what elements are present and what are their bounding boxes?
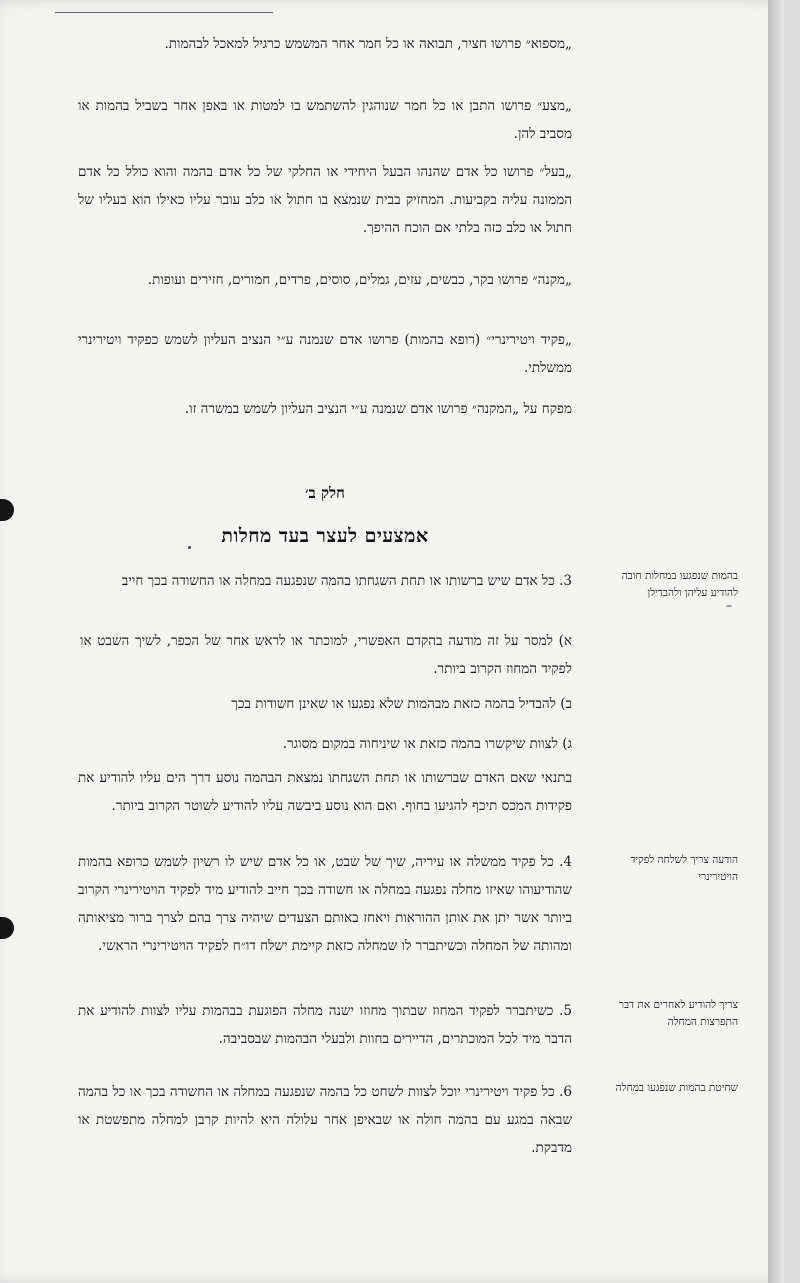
margin-note-section-4: הודעה צריך לשלחה לפקיד הויטירינרי [630, 854, 738, 883]
section-5-text: 5. כשיתברר לפקיד המחוז שבתוך מחוזו ישנה מחלה הפוגעת בבהמות עליו לצוות להודיע את הדבר מיד לכל המוכתרים, הדיירים בחוות ולבעלי הבהמות שבסביבה. [78, 1003, 572, 1047]
definition-fodder: „מספוא״ פרושו חציר, תבואה או כל חמר אחר המשמש כרגיל למאכל לבהמות. [164, 36, 572, 52]
margin-note-section-6: שחיטת בהמות שנפגעו במחלה [615, 1082, 738, 1094]
top-rule [55, 12, 273, 13]
margin-note-section-5: צריך להודיע לאחרים את דבר התפרצות המחלה [618, 999, 738, 1028]
definition-livestock: „מקנה״ פרושו בקר, כבשים, עזים, גמלים, סוסים, פרדים, חמורים, חזירים ועופות. [147, 272, 572, 288]
definition-bedding: „מצע״ פרושו התבן או כל חמר שנוהגין להשתמש בו למטות או באפן אחר בשביל בהמות או מסביב להן. [78, 98, 572, 142]
section-3-proviso: בתנאי שאם האדם שברשותו או תחת השגחתו נמצאת הבהמה נוסע דרך הים עליו להודיע את פקידות המכס תיכף להגיעו בחוף. ואם הוא נוסע ביבשה עליו להודיע לשוטר הקרוב ביותר. [78, 770, 572, 814]
margin-note-section-3: בהמות שנפגעו במחלות חובה להודיע עליהן ולהבדילן [621, 570, 738, 599]
section-3-item-b: ב) להבדיל בהמה כזאת מבהמות שלא נפגעו או שאינן חשודות בכך [231, 696, 572, 712]
part-title: חלק ב׳ [305, 484, 345, 502]
punch-hole [0, 499, 14, 521]
section-3-item-a: א) למסר על זה מודעה בהקדם האפשרי, למוכתר או לראש אחר של הכפר, לשיך השבט או לפקיד המחוז הקרוב ביותר. [80, 633, 572, 677]
definition-veterinary-officer: „פקיד ויטירינרי״ (רופא בהמות) פרושו אדם שנמנה ע״י הנציב העליון לשמש כפקיד ויטירינרי ממשלתי. [78, 332, 572, 376]
section-title: אמצעים לעצר בעד מחלות [221, 525, 429, 547]
punch-hole [0, 917, 14, 939]
scan-speck [726, 605, 732, 607]
section-3-text: 3. כל אדם שיש ברשותו או תחת השגחתו בהמה שנפגעה במחלה או החשודה בכך חייב [121, 573, 572, 589]
definition-owner: „בעל״ פרושו כל אדם שהנהו הבעל היחידי או החלקי של כל אדם בהמה והוא כולל כל אדם הממונה עליה בקביעות. המחזיק בבית שנמצא בו חתול או כלב עובר עליו כאילו הוא בעליו של חתול או כלב כזה בלתי אם הוכח ההיפך. [78, 164, 572, 236]
scan-edge-shadow [768, 0, 784, 1283]
definition-livestock-inspector: מפקח על „המקנה״ פרושו אדם שנמנה ע״י הנציב העליון לשמש במשרה זו. [184, 401, 572, 417]
section-4-text: 4. כל פקיד ממשלה או עיריה, שיך של שבט, או כל אדם שיש לו רשיון לשמש כרופא בהמות שהודיעוהו שאיזו מחלה נפגעה במחלה או חשודה בכך חייב להודיע מיד לפקיד הויטירינרי הקרוב ביותר אשר יתן את אותן ההוראות ויאחז באותם הצעדים שיהיה צרך בהם לצרך ברור מציאותה ומהותה של המחלה וכשיתברר לו שמחלה כזאת קיימת ישלח דו״ח לפקיד הויטירינרי הראשי. [78, 854, 572, 954]
section-6-text: 6. כל פקיד ויטירינרי יוכל לצוות לשחט כל בהמה שנפגעה במחלה או החשודה בכך או כל בהמה שבאה במגע עם בהמה חולה או שבאיפן אחר עלולה היא להיות קרבן למחלה מתפשטת או מדבקת. [78, 1084, 572, 1156]
section-3-item-c: ג) לצוות שיקשרו בהמה כזאת או שיניחוה במקום מסוגר. [282, 736, 572, 752]
